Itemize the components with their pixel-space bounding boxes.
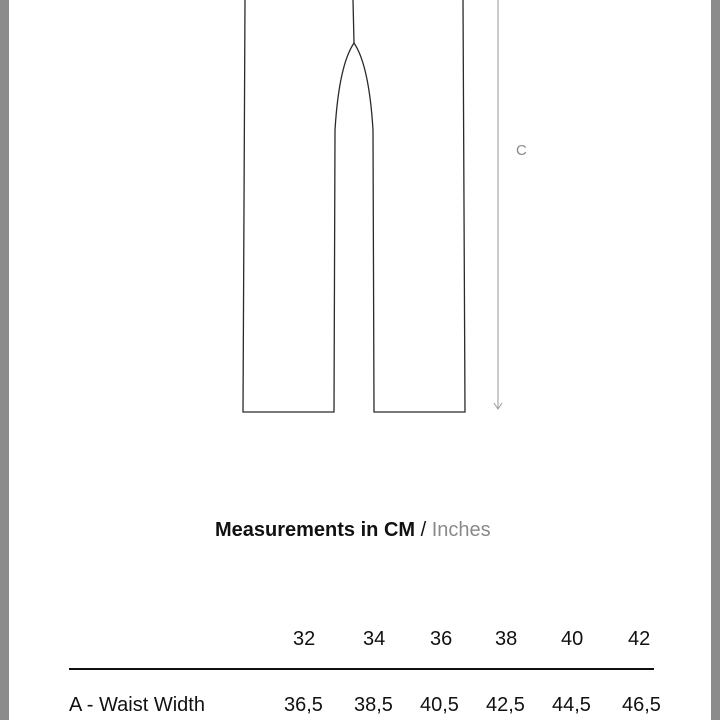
- size-header-42: 42: [628, 628, 651, 650]
- size-header-36: 36: [430, 628, 453, 650]
- pants-fly-line: [353, 0, 354, 43]
- cell-waist-40: 44,5: [552, 694, 591, 716]
- dimension-c-label: C: [516, 142, 527, 159]
- row-label-waist-width: A - Waist Width: [69, 694, 205, 716]
- size-header-32: 32: [293, 628, 316, 650]
- pants-outline: [243, 0, 465, 412]
- size-header-34: 34: [363, 628, 386, 650]
- cell-clip-42: [622, 690, 661, 720]
- unit-inches-toggle[interactable]: Inches: [431, 519, 491, 541]
- size-header-38: 38: [495, 628, 518, 650]
- measurements-heading: [215, 519, 491, 542]
- pants-illustration: [9, 0, 711, 430]
- unit-separator: /: [415, 519, 432, 541]
- cell-waist-38: 42,5: [486, 694, 525, 716]
- cell-waist-36: 40,5: [420, 694, 459, 716]
- cell-waist-32: 36,5: [284, 694, 323, 716]
- size-header-40: 40: [561, 628, 584, 650]
- cell-waist-34: 38,5: [354, 694, 393, 716]
- cell-waist-42: 46,5: [622, 694, 661, 716]
- size-guide-page: [9, 0, 711, 720]
- table-divider: [69, 668, 654, 670]
- unit-cm-label: Measurements in CM: [215, 519, 416, 541]
